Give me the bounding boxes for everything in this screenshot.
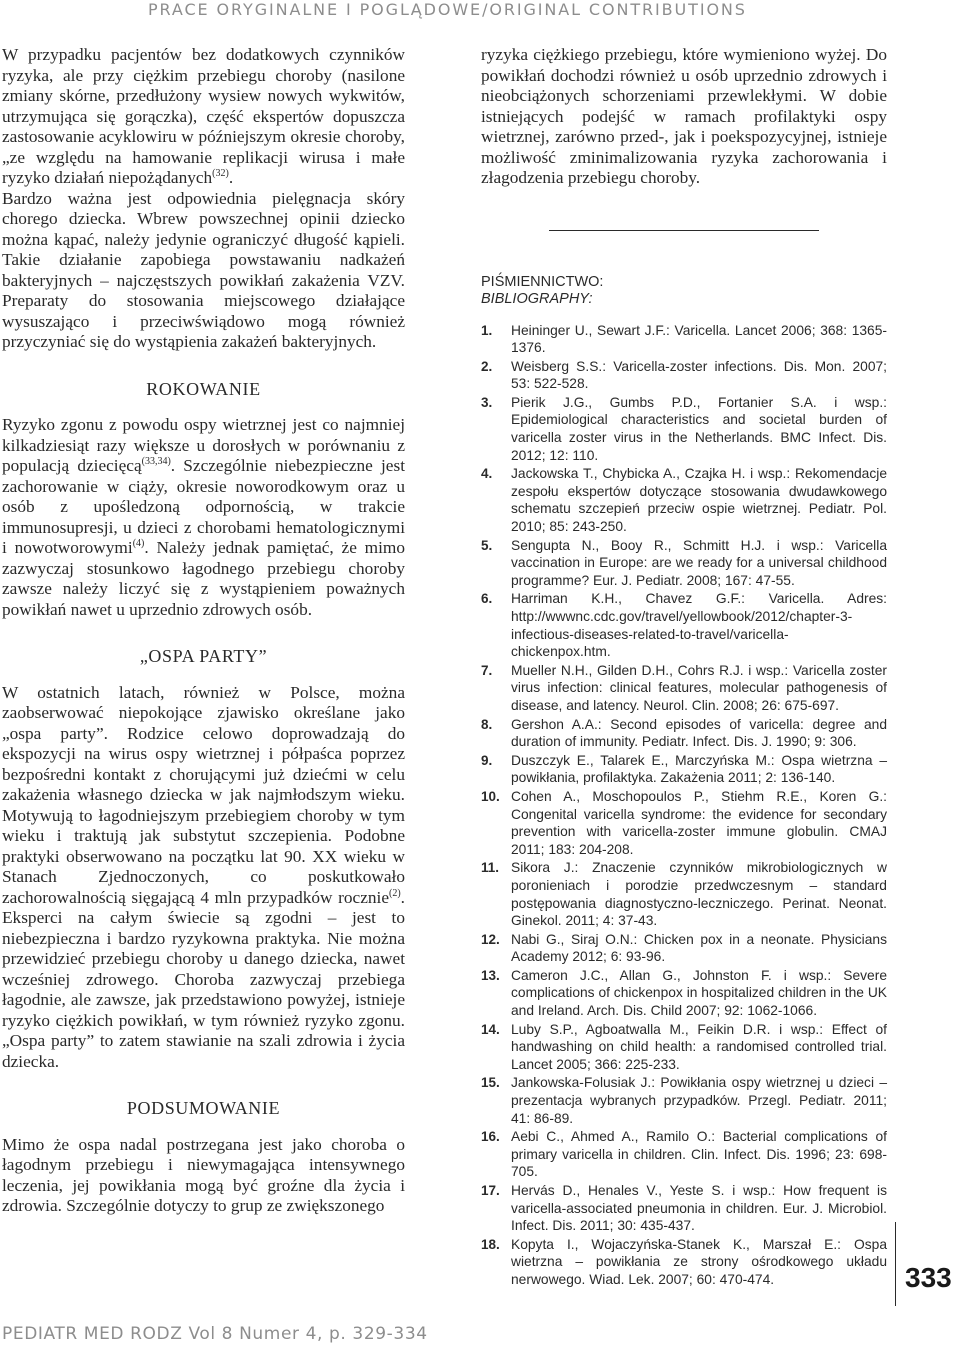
reference-text: Cohen A., Moschopoulos P., Stiehm R.E., Koren G.: Congenital varicella syndrome: the evidence for secondary prevention with varicella-zoster immune globulin. CMAJ 2011; 183: 204-208.	[511, 788, 887, 857]
reference-number: 18.	[481, 1236, 500, 1252]
section-heading-ospa-party: „OSPA PARTY”	[139, 646, 268, 666]
paragraph: Ryzyko zgonu z powodu ospy wietrznej jest co najmniej kilkadziesiąt razy większe u dorosłych w porównaniu z populacją dziecięcą$^{(33,34)}$. Szczególnie niebezpieczne jest zachorowanie w ciąży, okresie noworodkowym oraz u osób z upośledzoną odpornością, w trakcie immunosupresji, u dzieci z chorobami hematologicznymi i nowotworowymi$^{(4)}$. Należy jednak pamiętać, że mimo zazwyczaj stosunkowo łagodnego przebiegu choroby zawsze należy liczyć się z wystąpieniem poważnych powikłań nawet u uprzednio zdrowych osób.	[2, 415, 405, 619]
reference-text: Heininger U., Sewart J.F.: Varicella. Lancet 2006; 368: 1365-1376.	[511, 322, 887, 356]
reference-item	[481, 1074, 887, 1127]
reference-item	[481, 931, 887, 966]
reference-item	[481, 716, 887, 751]
reference-text: Jackowska T., Chybicka A., Czajka H. i wsp.: Rekomendacje zespołu ekspertów dotyczące stosowania dwudawkowego schematu szczepień przeciw ospie wietrznej. Pediatr. Pol. 2010; 85: 243-250.	[511, 466, 887, 535]
reference-text: Weisberg S.S.: Varicella-zoster infections. Dis. Mon. 2007; 53: 522-528.	[511, 358, 887, 392]
paragraph: Bardzo ważna jest odpowiednia pielęgnacja skóry chorego dziecka. Wbrew powszechnej opinii dziecko można kąpać, należy jedynie ograniczyć długość kąpieli. Takie działanie zapobiega powstawaniu nadkażeń bakteryjnych – najczęstszych powikłań zakażenia VZV. Preparaty do stosowania miejscowego działające wysuszająco i przeciwświądowo mogą również przyczyniać się do wystąpienia zakażeń bakteryjnych.	[2, 188, 405, 351]
reference-item	[481, 1236, 887, 1289]
reference-item	[481, 859, 887, 929]
reference-text: Sengupta N., Booy R., Schmitt H.J. i wsp.: Varicella vaccination in Europe: are we ready for a universal childhood programme? Eur. J. Pediatr. 2008; 167: 47-55.	[511, 537, 887, 588]
reference-item	[481, 662, 887, 715]
bibliography-title-pl: PIŚMIENNICTWO:	[481, 273, 604, 290]
reference-number: 10.	[481, 788, 500, 804]
reference-item	[481, 358, 887, 393]
paragraph: W przypadku pacjentów bez dodatkowych czynników ryzyka, ale przy ciężkim przebiegu choroby (nasilone zmiany skórne, przedłużony wysiew nowych wykwitów, utrzymująca się gorączka), część ekspertów dopuszcza zastosowanie acyklowiru w późniejszym okresie choroby, „ze względu na hamowanie replikacji wirusa i małe ryzyko działań niepożądanych$^{(32)}$.	[2, 45, 405, 187]
reference-item	[481, 537, 887, 590]
reference-text: Pierik J.G., Gumbs P.D., Fortanier S.A. i wsp.: Epidemiological characteristics and societal burden of varicella zoster virus in the Netherlands. BMC Infect. Dis. 2012; 12: 110.	[511, 394, 887, 463]
reference-item	[481, 465, 887, 535]
section-heading-rokowanie: ROKOWANIE	[146, 378, 261, 399]
reference-text: Jankowska-Folusiak J.: Powikłania ospy wietrznej u dzieci – prezentacja wybranych przypadków. Przegl. Pediatr. 2011; 41: 86-89.	[511, 1075, 887, 1126]
reference-number: 1.	[481, 322, 493, 338]
paragraph: W ostatnich latach, również w Polsce, można zaobserwować niepokojące zjawisko określane jako „ospa party”. Rodzice celowo doprowadzają do ekspozycji na wirus ospy wietrznej i półpaśca poprzez bezpośredni kontakt z chorującymi już dziećmi w celu zakażenia własnego dziecka w jak najmłodszym wieku. Motywują to łagodniejszym przebiegiem choroby w tym wieku i traktują jak substytut szczepienia. Podobne praktyki obserwowano na początku lat 90. XX wieku w Stanach Zjednoczonych, co poskutkowało zachorowalnością sięgającą 4 mln przypadków rocznie$^{(2)}$. Eksperci na całym świecie są zgodni – jest to niebezpieczna i bardzo ryzykowna praktyka. Nie można przewidzieć przebiegu choroby u danego dziecka, nawet wcześniej zdrowego. Choroba zazwyczaj przebiega łagodnie, ale zawsze, jak przedstawiono powyżej, istnieje ryzyko ciężkich powikłań, w tym również ryzyko zgonu. „Ospa party” to zatem stawianie na szali zdrowia i życia dziecka.	[2, 682, 405, 1071]
section-heading-podsumowanie: PODSUMOWANIE	[126, 1098, 281, 1118]
right-column	[481, 45, 887, 1290]
bibliography-title	[481, 274, 887, 308]
reference-text: Mueller N.H., Gilden D.H., Cohrs R.J. i wsp.: Varicella zoster virus infection: clinical features, molecular pathogenesis of disease, and latency. Neurol. Clin. 2008; 26: 675-697.	[511, 662, 887, 713]
paragraph: ryzyka ciężkiego przebiegu, które wymieniono wyżej. Do powikłań dochodzi również u osób uprzednio zdrowych i nieobciążonych schorzeniami przewlekłymi. W dobie istniejących podejść w ramach profilaktyki ospy wietrznej, zarówno przed-, jak i poekspozycyjnej, istnieje możliwość zminimalizowania ryzyka zachorowania i złagodzenia przebiegu choroby.	[481, 45, 887, 187]
reference-number: 13.	[481, 967, 500, 983]
reference-item	[481, 967, 887, 1020]
reference-number: 2.	[481, 358, 493, 374]
page-number: 333	[905, 1262, 952, 1293]
reference-number: 12.	[481, 931, 500, 947]
page-number-rule	[895, 1222, 896, 1306]
reference-text: Duszczyk E., Talarek E., Marczyńska M.: Ospa wietrzna – powikłania, profilaktyka. Zakażenia 2011; 2: 136-140.	[511, 752, 887, 786]
reference-number: 15.	[481, 1075, 500, 1091]
reference-text: Luby S.P., Agboatwalla M., Feikin D.R. i wsp.: Effect of handwashing on child health: a randomised controlled trial. Lancet 2005; 366: 225-233.	[511, 1021, 887, 1072]
reference-text: Cameron J.C., Allan G., Johnston F. i wsp.: Severe complications of chickenpox in hospitalized children in the UK and Ireland. Arch. Dis. Child 2007; 92: 1062-1066.	[511, 967, 887, 1019]
reference-text: Nabi G., Siraj O.N.: Chicken pox in a neonate. Physicians Academy 2012; 6: 93-96.	[511, 931, 887, 965]
reference-item	[481, 1128, 887, 1181]
reference-number: 16.	[481, 1129, 500, 1145]
reference-text: Kopyta I., Wojaczyńska-Stanek K., Marszał E.: Ospa wietrzna – powikłania ze strony ośrodkowego układu nerwowego. Wiad. Lek. 2007; 60: 470-474.	[511, 1236, 887, 1287]
running-header: PRACE ORYGINALNE I POGLĄDOWE/ORIGINAL CONTRIBUTIONS	[148, 0, 747, 19]
reference-text: Gershon A.A.: Second episodes of varicella: degree and duration of immunity. Pediatr. Infect. Dis. J. 1990; 9: 306.	[511, 716, 887, 750]
reference-number: 14.	[481, 1021, 500, 1037]
reference-item	[481, 1021, 887, 1074]
reference-number: 11.	[481, 860, 500, 876]
journal-footer: PEDIATR MED RODZ Vol 8 Numer 4, p. 329-334	[2, 1324, 428, 1344]
reference-list	[481, 322, 887, 1289]
reference-item	[481, 590, 887, 660]
paragraph: Mimo że ospa nadal postrzegana jest jako choroba o łagodnym przebiegu i niewymagająca intensywnego leczenia, jej powikłania mogą być groźne dla życia i zdrowia. Szczególnie dotyczy to grup ze zwiększonego	[2, 1134, 405, 1215]
reference-number: 7.	[481, 662, 493, 678]
reference-item	[481, 788, 887, 858]
reference-number: 9.	[481, 752, 493, 768]
reference-item	[481, 322, 887, 357]
reference-text: Sikora J.: Znaczenie czynników mikrobiologicznych w poronieniach i porodzie przedwczesnym – standard postępowania diagnostyczno-leczniczego. Perinat. Neonat. Ginekol. 2011; 4: 37-43.	[511, 860, 887, 929]
reference-number: 3.	[481, 394, 493, 410]
reference-text: Hervás D., Henales V., Yeste S. i wsp.: How frequent is varicella-associated pneumonia in children. Eur. J. Microbiol. Infect. Dis. 2011; 30: 435-437.	[511, 1183, 887, 1234]
reference-number: 5.	[481, 537, 493, 553]
section-divider	[549, 230, 819, 231]
reference-item	[481, 752, 887, 787]
reference-text: Aebi C., Ahmed A., Ramilo O.: Bacterial complications of primary varicella in children. Clin. Infect. Dis. 1996; 23: 698-705.	[511, 1129, 887, 1180]
reference-item	[481, 1182, 887, 1235]
reference-number: 4.	[481, 466, 493, 482]
reference-text: Harriman K.H., Chavez G.F.: Varicella. Adres: http://wwwnc.cdc.gov/travel/yellowbook/2012/chapter-3-infectious-diseases-related-to-travel/varicella-chickenpox.htm.	[511, 591, 887, 660]
reference-item	[481, 394, 887, 464]
left-column	[2, 45, 405, 1217]
bibliography-title-en: BIBLIOGRAPHY:	[481, 290, 593, 307]
reference-number: 17.	[481, 1183, 500, 1198]
reference-number: 6.	[481, 591, 493, 607]
reference-number: 8.	[481, 716, 493, 732]
